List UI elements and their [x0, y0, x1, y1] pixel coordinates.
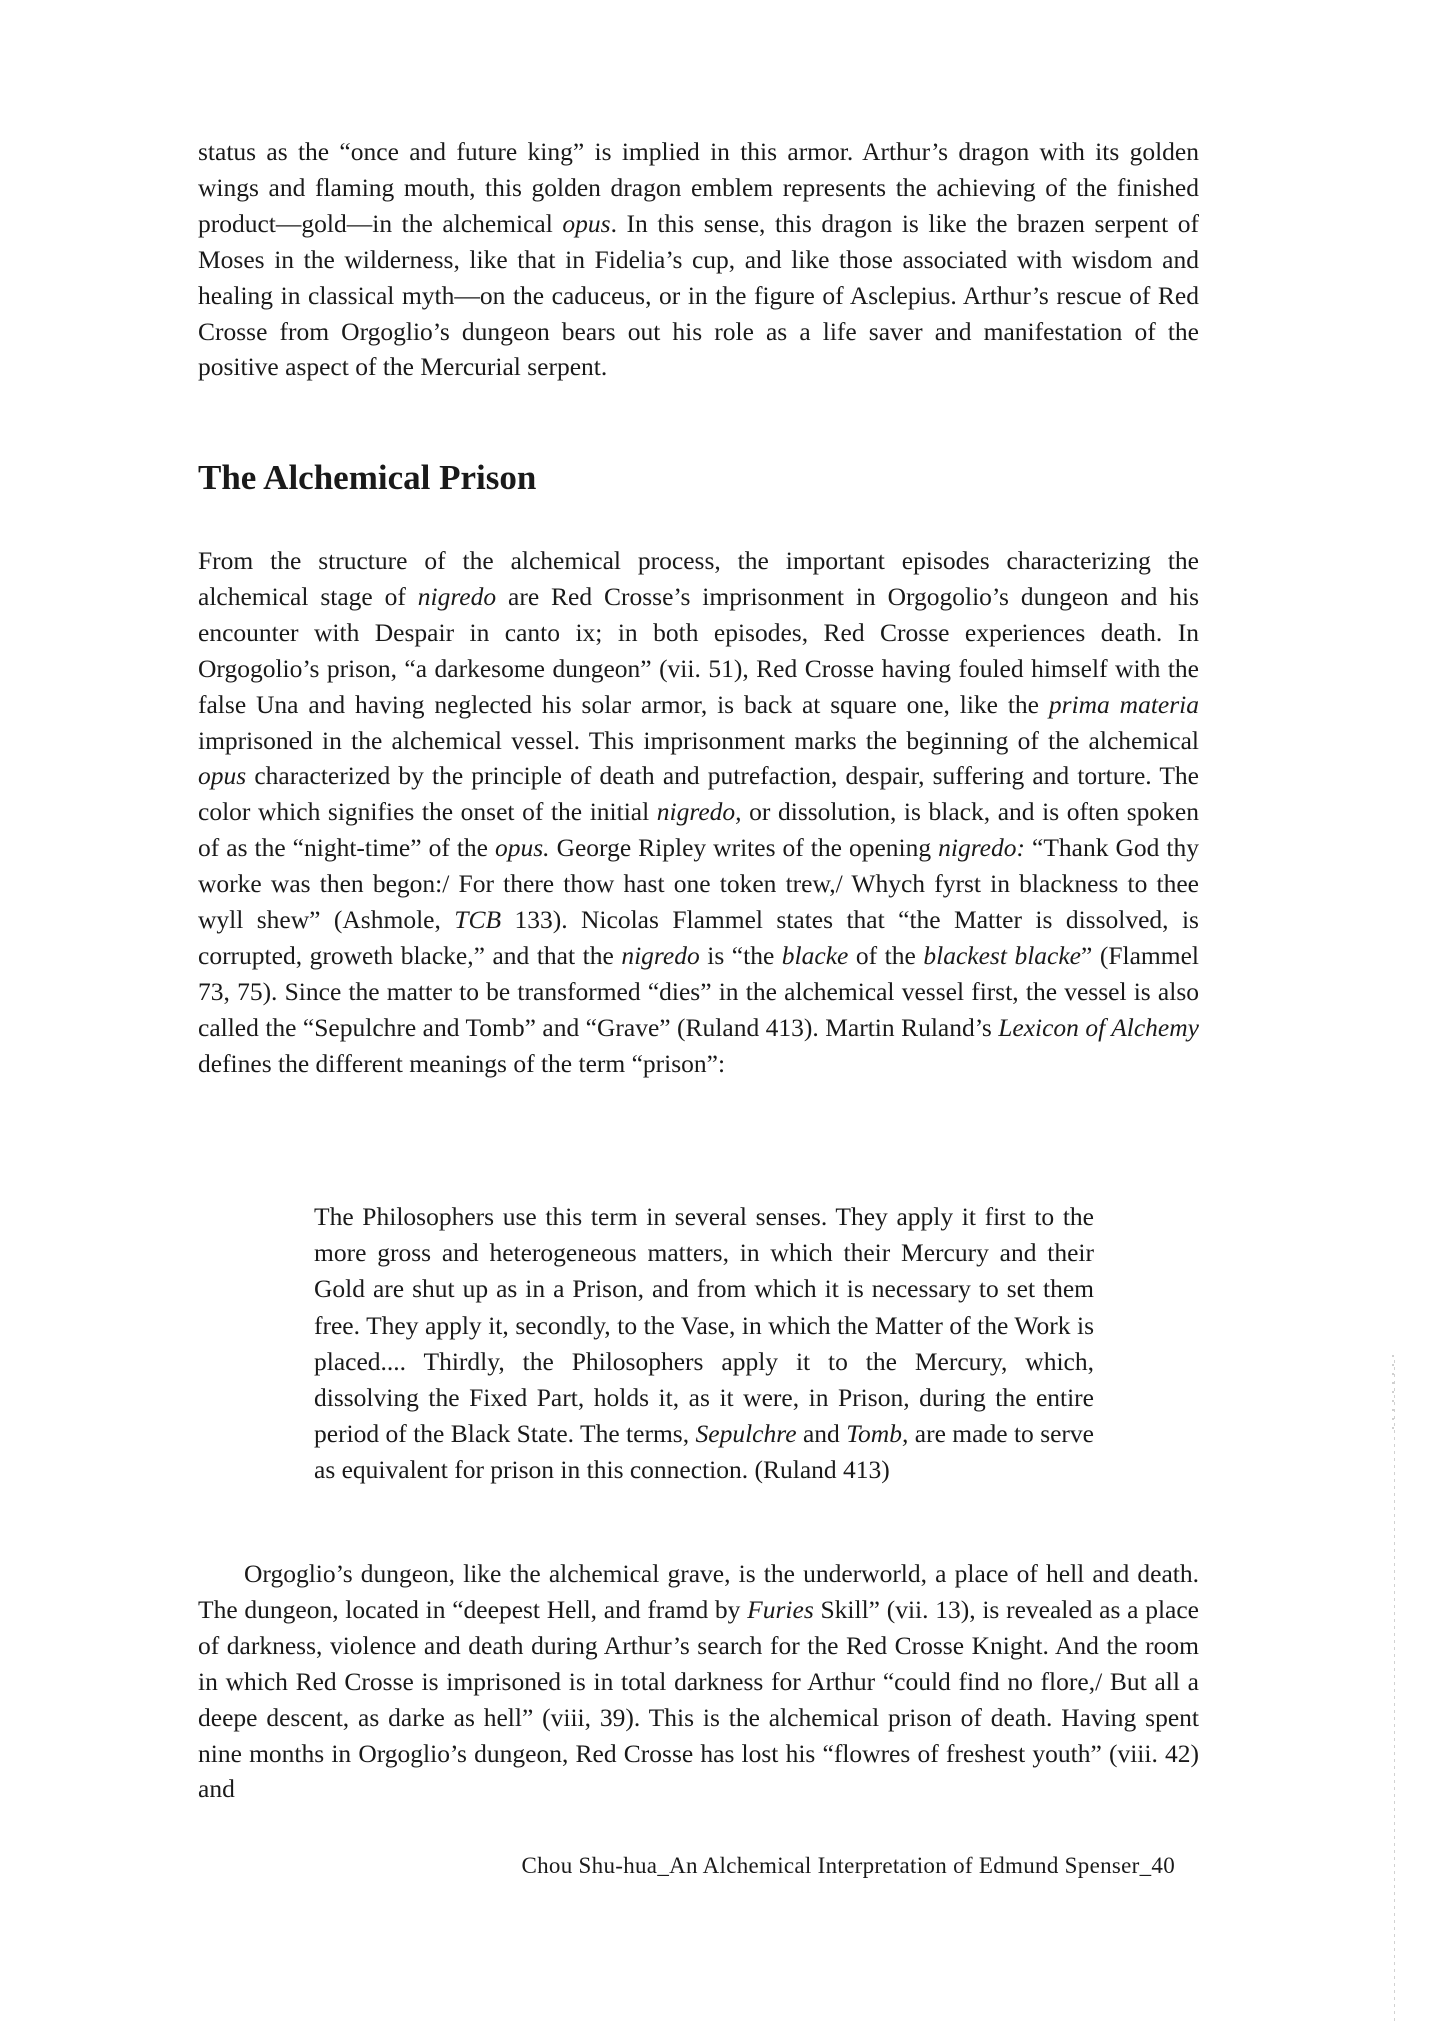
italic-text-run: blacke: [781, 940, 849, 970]
section-heading: The Alchemical Prison: [198, 458, 537, 497]
text-run: characterized by the principle of death and putrefaction, despair, suffering and torture. The color which signifies the onset of the initial: [198, 761, 1199, 827]
text-run: defines the different meanings of the term “prison”:: [198, 1048, 726, 1078]
page-footer: Chou Shu-hua_An Alchemical Interpretation of Edmund Spenser_40: [521, 1853, 1175, 1878]
text-run: and: [796, 1419, 847, 1449]
italic-text-run: Sepulchre: [695, 1419, 797, 1449]
text-run: are Red Crosse’s imprisonment in Orgogolio’s dungeon and his encounter with Despair in canto ix; in both episodes, Red Crosse experiences death. In Orgogolio’s prison, “a darkesome dungeon” (vii. 51), Red Crosse having fouled himself with the false Una and having neglected his solar armor, is back at square one, like the: [198, 581, 1199, 719]
text-run: Orgoglio’s dungeon, like the alchemical grave, is the underworld, a place of hell and death. The dungeon, located in “deepest Hell, and framd by: [198, 1559, 1199, 1624]
italic-text-run: opus: [198, 761, 247, 791]
scan-edge-artifact: [1394, 1360, 1395, 2024]
italic-text-run: Furies: [747, 1594, 814, 1624]
block-quote-ruland: [314, 1199, 1094, 1489]
text-run: ” (Flammel 73, 75). Since the matter to be transformed “dies” in the alchemical vessel first, the vessel is also called the “Sepulchre and Tomb” and “Grave” (Ruland 413). Martin Ruland’s: [198, 940, 1199, 1042]
text-run: The Philosophers use this term in several senses. They apply it first to the more gross and heterogeneous matters, in which their Mercury and their Gold are shut up as in a Prison, and from which it is necessary to set them free. They apply it, secondly, to the Vase, in which the Matter of the Work is placed.... Thirdly, the Philosophers apply it to the Mercury, which, dissolving the Fixed Part, holds it, as it were, in Prison, during the entire period of the Black State. The terms,: [314, 1202, 1094, 1449]
text-run: of the: [848, 940, 924, 970]
text-run: or dissolution, is black, and is often spoken of as the “night-time” of the: [198, 797, 1199, 863]
paragraph-alchemical-prison: [198, 543, 1199, 1082]
italic-text-run: nigredo:: [938, 833, 1025, 863]
italic-text-run: TCB: [454, 905, 502, 935]
text-run: are made to serve as equivalent for prison in this connection. (Ruland 413): [314, 1419, 1094, 1485]
scan-dots-artifact: [1392, 1355, 1394, 1435]
text-run: 133). Nicolas Flammel states that “the Matter is dissolved, is corrupted, groweth blacke,” and that the: [198, 905, 1199, 970]
italic-text-run: blackest blacke: [923, 940, 1081, 970]
italic-text-run: Tomb,: [846, 1419, 909, 1449]
paragraph-arthur-dragon: [198, 134, 1199, 385]
text-run: George Ripley writes of the opening: [549, 833, 939, 863]
text-run: . In this sense, this dragon is like the brazen serpent of Moses in the wilderness, like that in Fidelia’s cup, and like those associated with wisdom and healing in classical myth—on the caduceus, or in the figure of Asclepius. Arthur’s rescue of Red Crosse from Orgoglio’s dungeon bears out his role as a life saver and manifestation of the positive aspect of the Mercurial serpent.: [198, 208, 1199, 382]
italic-text-run: prima materia: [1048, 689, 1199, 719]
italic-text-run: Lexicon of Alchemy: [998, 1012, 1199, 1042]
paragraph-orgoglio-dungeon: [198, 1556, 1199, 1807]
text-run: “Thank God thy worke was then begon:/ For there thow hast one token trew,/ Whych fyrst in blackness to thee wyll shew” (Ashmole,: [198, 833, 1199, 935]
text-run: status as the “once and future king” is implied in this armor. Arthur’s dragon with its golden wings and flaming mouth, this golden dragon emblem represents the achieving of the finished product—gold—in the alchemical: [198, 137, 1199, 238]
text-run: imprisoned in the alchemical vessel. This imprisonment marks the beginning of the alchemical: [198, 725, 1199, 755]
italic-text-run: nigredo: [417, 581, 497, 611]
italic-text-run: nigredo,: [656, 797, 742, 827]
text-run: Skill” (vii. 13), is revealed as a place of darkness, violence and death during Arthur’s search for the Red Crosse Knight. And the room in which Red Crosse is imprisoned is in total darkness for Arthur “could find no flore,/ But all a deepe descent, as darke as hell” (viii, 39). This is the alchemical prison of death. Having spent nine months in Orgoglio’s dungeon, Red Crosse has lost his “flowres of freshest youth” (viii. 42) and: [198, 1594, 1199, 1804]
italic-text-run: opus: [562, 208, 611, 238]
text-run: is “the: [699, 940, 782, 970]
italic-text-run: nigredo: [621, 940, 700, 970]
italic-text-run: opus.: [495, 833, 550, 863]
text-run: From the structure of the alchemical process, the important episodes characterizing the alchemical stage of: [198, 546, 1199, 611]
